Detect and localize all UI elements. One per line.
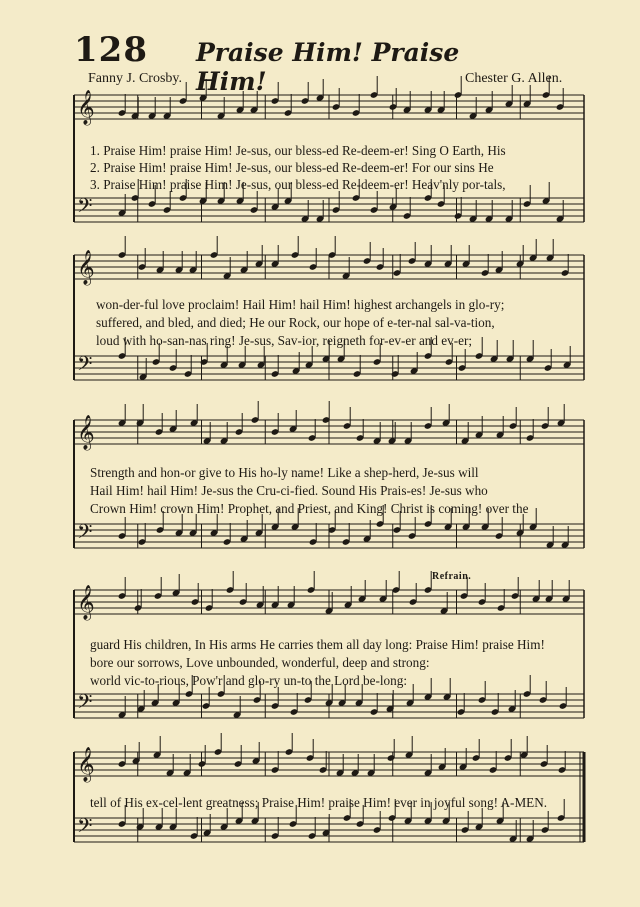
treble-clef-icon: 𝄞	[77, 250, 95, 285]
lyric-line: tell of His ex-cel-lent greatness; Praise Him! praise Him! ever in joyful song! A-MEN.	[90, 795, 548, 810]
treble-clef-icon: 𝄞	[77, 747, 95, 782]
bass-clef-icon: 𝄢	[77, 352, 93, 380]
bass-clef-icon: 𝄢	[77, 194, 93, 222]
lyric-line: won-der-ful love proclaim! Hail Him! hail Him! highest archangels in glo-ry;	[96, 297, 505, 312]
lyric-line: world vic-to-rious, Pow'r and glo-ry un-to the Lord be-long:	[90, 673, 407, 688]
treble-clef-icon: 𝄞	[77, 90, 95, 125]
lyric-line: guard His children, In His arms He carries them all day long: Praise Him! praise Him!	[90, 637, 545, 652]
refrain-label: Refrain.	[432, 571, 472, 582]
lyric-line: Hail Him! hail Him! Je-sus the Cru-ci-fied. Sound His Prais-es! Je-sus who	[90, 483, 488, 498]
bass-clef-icon: 𝄢	[77, 690, 93, 718]
lyric-line: 2. Praise Him! praise Him! Je-sus, our bless-ed Re-deem-er! For our sins He	[90, 160, 494, 175]
composer-credit: Chester G. Allen.	[465, 71, 563, 86]
lyric-line: Strength and hon-or give to His ho-ly name! Like a shep-herd, Je-sus will	[90, 465, 479, 480]
treble-clef-icon: 𝄞	[77, 415, 95, 450]
lyric-line: loud with ho-san-nas ring! Je-sus, Sav-ior, reigneth for-ev-er and ev-er;	[96, 333, 473, 348]
lyric-line: 1. Praise Him! praise Him! Je-sus, our bless-ed Re-deem-er! Sing O Earth, His	[90, 143, 506, 158]
lyric-line: Crown Him! crown Him! Prophet, and Priest, and King! Christ is coming! over the	[90, 501, 529, 516]
hymn-title: Praise Him! Praise Him!	[196, 38, 460, 96]
lyricist-credit: Fanny J. Crosby.	[88, 71, 182, 86]
lyric-line: 3. Praise Him! praise Him! Je-sus, our bless-ed Re-deem-er! Heav'nly por-tals,	[90, 177, 506, 192]
lyric-line: suffered, and bled, and died; He our Rock, our hope of e-ter-nal sal-va-tion,	[96, 315, 495, 330]
bass-clef-icon: 𝄢	[77, 814, 93, 842]
hymn-number: 128	[74, 30, 148, 70]
bass-clef-icon: 𝄢	[77, 520, 93, 548]
treble-clef-icon: 𝄞	[77, 585, 95, 620]
lyric-line: bore our sorrows, Love unbounded, wonderful, deep and strong:	[90, 655, 430, 670]
